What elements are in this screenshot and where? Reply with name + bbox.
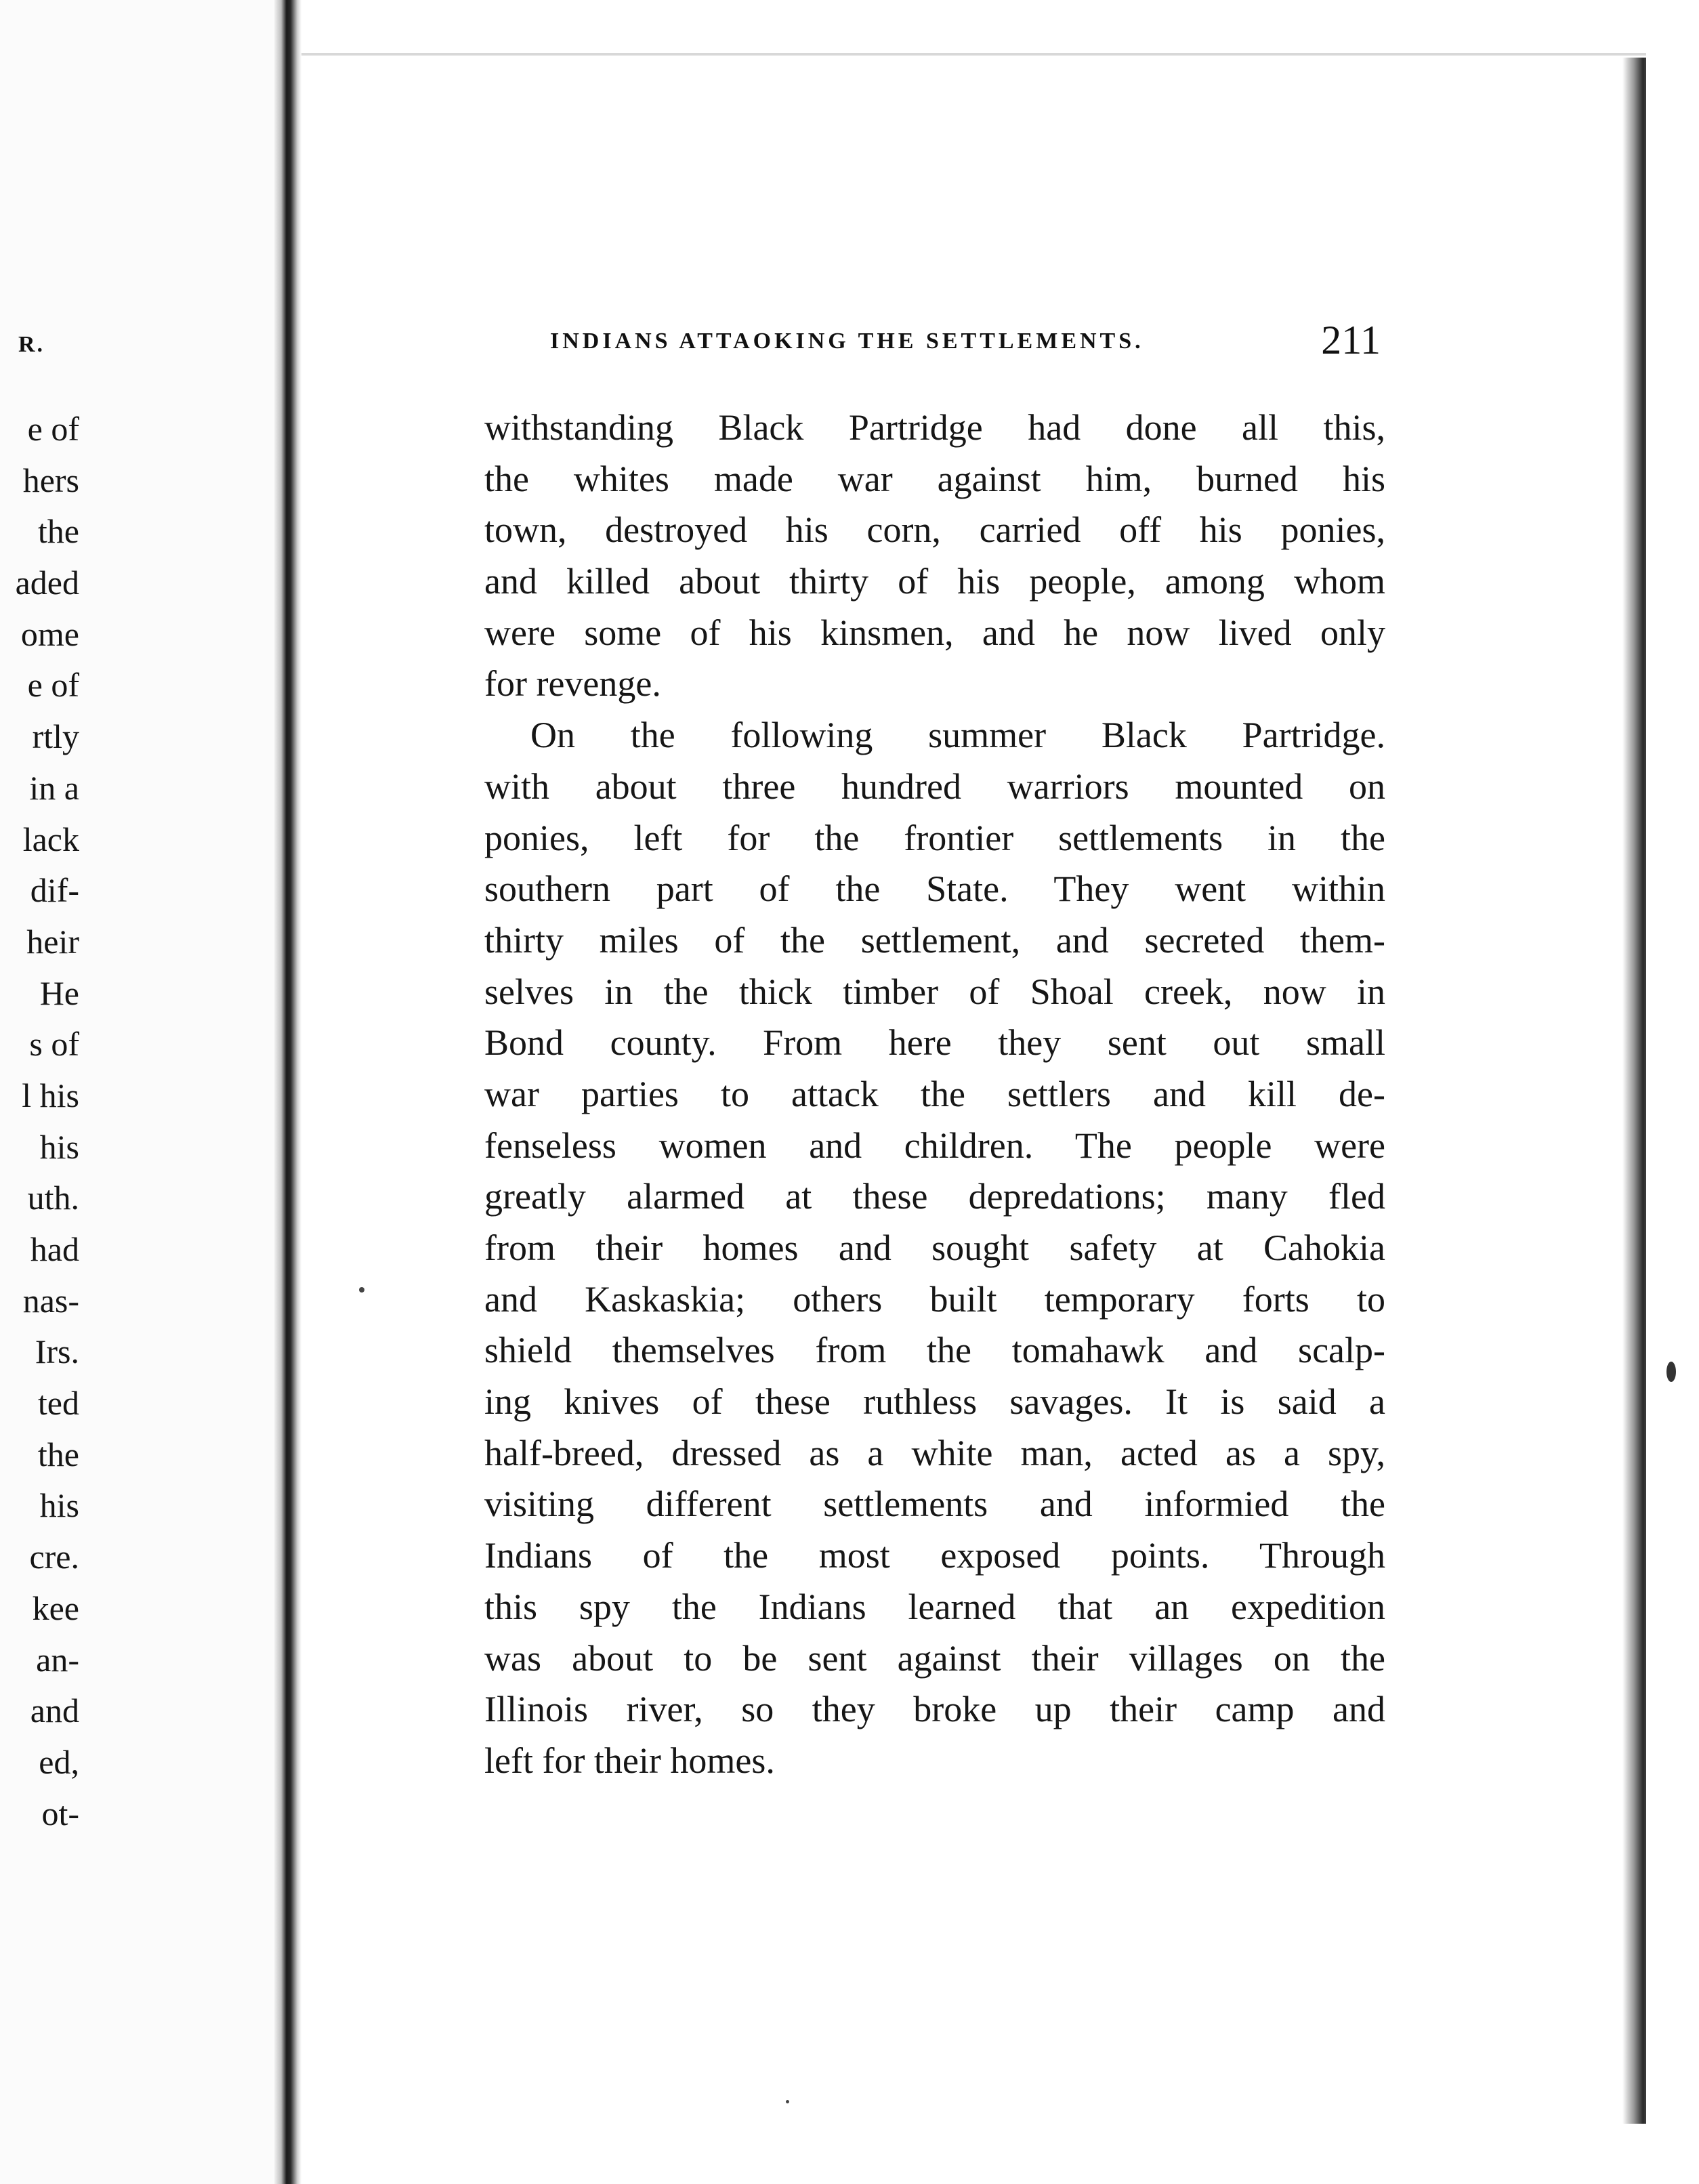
- left-line: cre.: [29, 1538, 79, 1576]
- left-line: the: [37, 512, 79, 551]
- left-line: kee: [32, 1589, 79, 1627]
- left-line: an-: [36, 1640, 79, 1679]
- left-line: ot-: [41, 1794, 79, 1832]
- text-line: visiting different settlements and informied the: [484, 1484, 1385, 1525]
- text-line: the whites made war against him, burned his: [484, 458, 1385, 499]
- left-line: ted: [37, 1384, 79, 1423]
- left-line: He: [39, 973, 79, 1012]
- text-line: for revenge.: [484, 663, 661, 705]
- book-gutter: [274, 0, 301, 2184]
- left-line: aded: [15, 564, 79, 602]
- left-line: and: [30, 1692, 79, 1730]
- text-line: On the following summer Black Partridge.: [530, 715, 1385, 756]
- page-number: 211: [1321, 318, 1381, 362]
- text-line: shield themselves from the tomahawk and scalp-: [484, 1330, 1385, 1371]
- left-line: had: [30, 1230, 79, 1268]
- text-line: from their homes and sought safety at Cahokia: [484, 1227, 1385, 1268]
- text-line: left for their homes.: [484, 1740, 775, 1781]
- text-line: and killed about thirty of his people, among whom: [484, 561, 1385, 602]
- text-line: ponies, left for the frontier settlements in the: [484, 817, 1385, 858]
- left-line: his: [39, 1127, 79, 1166]
- left-line: e of: [27, 666, 79, 705]
- previous-page: [0, 0, 274, 2184]
- left-line: s of: [29, 1025, 79, 1064]
- left-line: nas-: [22, 1281, 79, 1320]
- left-line: in a: [29, 768, 79, 807]
- ink-speck: [786, 2100, 789, 2103]
- left-line: uth.: [27, 1179, 79, 1217]
- text-line: Indians of the most exposed points. Through: [484, 1535, 1385, 1576]
- text-line: town, destroyed his corn, carried off his ponies,: [484, 509, 1385, 551]
- text-line: thirty miles of the settlement, and secreted them-: [484, 919, 1385, 961]
- ink-speck: [359, 1287, 364, 1293]
- left-line: the: [37, 1435, 79, 1473]
- left-line: dif-: [30, 871, 79, 910]
- left-line: lack: [22, 820, 79, 858]
- text-line: selves in the thick timber of Shoal creek, now in: [484, 971, 1385, 1012]
- text-line: greatly alarmed at these depredations; many fled: [484, 1176, 1385, 1217]
- text-line: half-breed, dressed as a white man, acted as a spy,: [484, 1432, 1385, 1473]
- left-line: ome: [20, 614, 79, 653]
- left-line: l his: [22, 1076, 79, 1114]
- text-line: southern part of the State. They went within: [484, 868, 1385, 910]
- text-line: was about to be sent against their villages on the: [484, 1637, 1385, 1679]
- text-line: and Kaskaskia; others built temporary forts to: [484, 1278, 1385, 1320]
- left-line: rtly: [32, 717, 79, 756]
- scan-background: [1646, 0, 1699, 2184]
- text-line: were some of his kinsmen, and he now lived only: [484, 612, 1385, 653]
- text-line: ing knives of these ruthless savages. It is said a: [484, 1381, 1385, 1423]
- text-line: this spy the Indians learned that an expedition: [484, 1586, 1385, 1627]
- page-body-text: [484, 402, 1385, 1787]
- text-line: Illinois river, so they broke up their camp and: [484, 1689, 1385, 1730]
- left-running-head-fragment: R.: [18, 332, 45, 357]
- left-line: his: [39, 1486, 79, 1525]
- text-line: withstanding Black Partridge had done all this,: [484, 407, 1385, 448]
- left-line: e of: [27, 410, 79, 448]
- left-page-text-fragments: [0, 404, 79, 1839]
- left-line: heir: [26, 922, 79, 961]
- text-line: fenseless women and children. The people were: [484, 1125, 1385, 1166]
- text-line: war parties to attack the settlers and kill de-: [484, 1073, 1385, 1114]
- left-line: ed,: [39, 1742, 79, 1781]
- running-head: INDIANS ATTAOKING THE SETTLEMENTS.: [550, 329, 1144, 354]
- left-line: Irs.: [35, 1332, 79, 1371]
- text-line: Bond county. From here they sent out small: [484, 1022, 1385, 1064]
- ink-speck: [1666, 1362, 1676, 1382]
- text-line: with about three hundred warriors mounted on: [484, 765, 1385, 807]
- left-line: hers: [22, 461, 79, 499]
